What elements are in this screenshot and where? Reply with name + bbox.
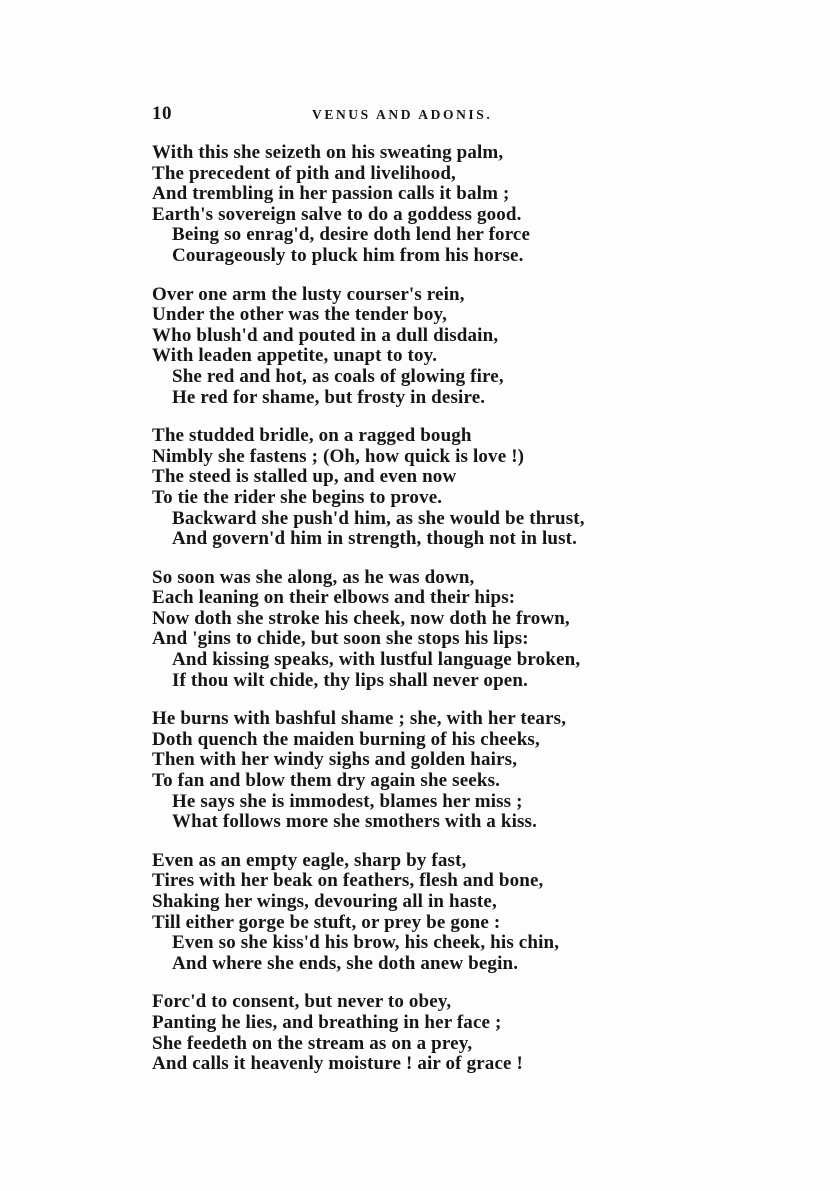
poem-line: Doth quench the maiden burning of his cheeks, (152, 728, 540, 750)
poem-line: To fan and blow them dry again she seeks. (152, 770, 501, 792)
stanza (152, 285, 692, 409)
poem-line: Forc'd to consent, but never to obey, (152, 991, 452, 1013)
stanza (152, 143, 692, 267)
poem-line: What follows more she smothers with a kiss. (172, 811, 537, 833)
poem-line: Tires with her beak on feathers, flesh and bone, (152, 870, 544, 892)
poem-line: Then with her windy sighs and golden hairs, (152, 749, 518, 771)
poem-line: Each leaning on their elbows and their hips: (152, 587, 516, 609)
poem-line: Earth's sovereign salve to do a goddess good. (152, 203, 522, 225)
poem-line: And trembling in her passion calls it balm ; (152, 183, 510, 205)
poem-line: Courageously to pluck him from his horse. (172, 244, 524, 266)
poem-line: To tie the rider she begins to prove. (152, 486, 443, 508)
poem-line: She feedeth on the stream as on a prey, (152, 1032, 473, 1054)
running-title: VENUS AND ADONIS. (312, 107, 493, 122)
poem-line: The studded bridle, on a ragged bough (152, 425, 472, 447)
poem-line: Shaking her wings, devouring all in haste, (152, 891, 497, 912)
poem-line: Even so she kiss'd his brow, his cheek, his chin, (172, 932, 560, 954)
poem-line: Panting he lies, and breathing in her face ; (152, 1011, 502, 1033)
poem-line: Nimbly she fastens ; (Oh, how quick is love !) (152, 445, 525, 467)
poem-line: With leaden appetite, unapt to toy. (152, 345, 438, 367)
poem-line: Till either gorge be stuft, or prey be gone : (152, 911, 501, 933)
page-header (152, 103, 672, 129)
poem-line: Even as an empty eagle, sharp by fast, (152, 849, 467, 871)
poem-line: He red for shame, but frosty in desire. (172, 386, 486, 408)
poem-line: And calls it heavenly moisture ! air of grace ! (152, 1053, 523, 1075)
stanza (152, 992, 692, 1074)
poem-line: The steed is stalled up, and even now (152, 466, 457, 488)
poem-line: So soon was she along, as he was down, (152, 566, 475, 588)
poem-line: With this she seizeth on his sweating palm, (152, 142, 504, 163)
poem-line: The precedent of pith and livelihood, (152, 162, 456, 184)
poem-line: She red and hot, as coals of glowing fire, (172, 365, 504, 387)
poem-line: He burns with bashful shame ; she, with her tears, (152, 708, 567, 730)
page-number: 10 (152, 103, 172, 124)
stanza (152, 568, 692, 692)
poem-line: Being so enrag'd, desire doth lend her force (172, 224, 531, 246)
poem-line: Now doth she stroke his cheek, now doth he frown, (152, 607, 570, 629)
poem-line: And where she ends, she doth anew begin. (172, 952, 519, 974)
poem-line: Over one arm the lusty courser's rein, (152, 283, 465, 305)
poem-line: If thou wilt chide, thy lips shall never open. (172, 669, 528, 691)
poem-line: And govern'd him in strength, though not in lust. (172, 528, 578, 550)
poem-line: And kissing speaks, with lustful language broken, (172, 649, 581, 671)
poem-line: He says she is immodest, blames her miss ; (172, 790, 523, 812)
poem-line: Backward she push'd him, as she would be thrust, (172, 507, 585, 529)
stanza (152, 426, 692, 550)
poem-line: Under the other was the tender boy, (152, 304, 447, 326)
poem-line: Who blush'd and pouted in a dull disdain, (152, 324, 499, 346)
poem-body (152, 143, 692, 1093)
stanza (152, 851, 692, 975)
stanza (152, 709, 692, 833)
poem-line: And 'gins to chide, but soon she stops his lips: (152, 628, 529, 650)
